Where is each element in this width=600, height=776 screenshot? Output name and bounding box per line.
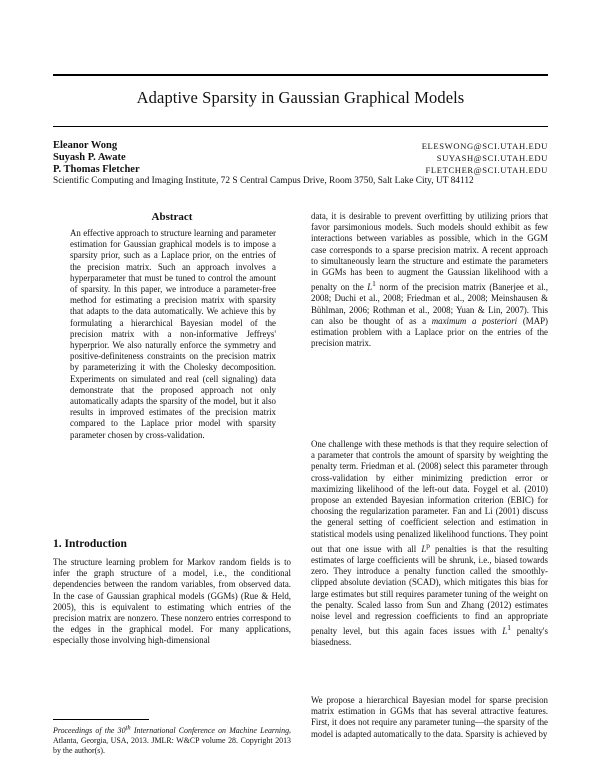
footnote (53, 723, 291, 756)
para2-text-a: One challenge with these methods is that they require selection of a parameter that controls the amount of sparsity by weighting the penalty term. Friedman et al. (2008) select this parameter through cross-validation by either minimizing prediction error or maximizing likelihood of the left-out data. Foygel et al. (2010) propose an extended Bayesian information criterion (EBIC) for choosing the regularization parameter. Fan and Li (2001) discuss the general setting of coefficient selection and estimation in statistical models using penalized likelihood functions. They point out that one issue with all (311, 439, 548, 554)
para2-math-l: L (421, 543, 427, 554)
introduction-body (53, 557, 291, 647)
footnote-conference: International Conference on Machine Learning (130, 725, 290, 735)
introduction-text: The structure learning problem for Markov random fields is to infer the graph structure of a model, i.e., the conditional dependencies between the random variables, from observed data. In the case of Gaussian graphical models (GGMs) (Rue & Held, 2005), this is equivalent to estimating which entries of the precision matrix are nonzero. These nonzero entries correspond to the edges in the graphical model. For many applications, especially those involving high-dimensional (53, 557, 291, 646)
para1-math-l: L (367, 282, 373, 293)
right-column-paragraph-1 (311, 211, 548, 349)
author-email-1: ELESWONG@SCI.UTAH.EDU (421, 141, 548, 151)
title-rule-bottom (53, 126, 548, 127)
section-heading-introduction: 1. Introduction (53, 538, 127, 550)
paper-title: Adaptive Sparsity in Gaussian Graphical Models (136, 88, 465, 107)
para2-math-sup: p (426, 540, 430, 550)
para3-text: We propose a hierarchical Bayesian model for sparse precision matrix estimation in GGMs that has several attractive features. First, it does not require any parameter tuning—the sparsity of the model is adapted automatically to the data. Sparsity is achieved by (311, 695, 548, 739)
title-rule-top (53, 74, 548, 76)
para2-text-b: penalties is that the resulting estimates of large coefficients will be shrunk, i.e., biased towards zero. They introduce a penalty function called the smoothly-clipped absolute deviation (SCAD), which mitigates this bias for large estimates but still requires parameter tuning of the weight on the penalty. Scaled lasso from Sun and Zhang (2012) estimates noise level and regression coefficients to find an appropriate penalty level, but this again faces issues with (311, 543, 548, 637)
footnote-rule (53, 719, 149, 720)
author-email-3: FLETCHER@SCI.UTAH.EDU (425, 165, 548, 175)
para1-text-c: (MAP) estimation problem with a Laplace prior on the entries of the precision matrix. (311, 315, 548, 349)
abstract-heading: Abstract (151, 211, 193, 223)
para2-text-c: penalty's biasedness. (311, 626, 548, 648)
para1-italic: maximum a posteriori (431, 315, 518, 326)
author-name-2: Suyash P. Awate (53, 152, 126, 163)
right-column-paragraph-2 (311, 439, 548, 649)
abstract-body (70, 228, 276, 441)
para1-text-b: norm of the precision matrix (Banerjee et al., 2008; Duchi et al., 2008; Friedman et al., 2008; Meinshausen & Bühlman, 2006; Rothman et al., 2008; Yuan & Lin, 2007). This can also be thought of as a (311, 282, 548, 326)
author-name-3: P. Thomas Fletcher (53, 164, 140, 175)
para1-math-sup: 1 (372, 279, 376, 289)
right-column-paragraph-3 (311, 695, 548, 740)
para1-text-a: data, it is desirable to prevent overfitting by utilizing priors that favor parsimonious models. Such models should exhibit as few interactions between variables as possible, which in the GGM case corresponds to a sparse precision matrix. A recent approach to simultaneously learn the structure and estimate the parameters in GGMs has been to augment the Gaussian likelihood with a penalty on the (311, 211, 548, 293)
para2-math-l2: L (502, 626, 508, 637)
author-email-2: SUYASH@SCI.UTAH.EDU (436, 153, 548, 163)
footnote-suffix: , Atlanta, Georgia, USA, 2013. JMLR: W&CP volume 28. Copyright 2013 by the author(s). (53, 725, 291, 755)
footnote-prefix: Proceedings of the 30 (53, 725, 126, 735)
abstract-text: An effective approach to structure learning and parameter estimation for Gaussian graphical models is to impose a sparsity prior, such as a Laplace prior, on the entries of the precision matrix. Such an approach involves a hyperparameter that must be tuned to control the amount of sparsity. In this paper, we introduce a parameter-free method for estimating a precision matrix with sparsity that adapts to the data automatically. We achieve this by formulating a hierarchical Bayesian model of the precision matrix with a non-informative Jeffreys' hyperprior. We also naturally enforce the symmetry and positive-definiteness constraints on the precision matrix by parameterizing it with the Cholesky decomposition. Experiments on simulated and real (cell signaling) data demonstrate that the proposed approach not only automatically adapts the sparsity of the model, but it also results in improved estimates of the precision matrix compared to the Laplace prior model with sparsity parameter chosen by cross-validation. (70, 228, 276, 440)
affiliation: Scientific Computing and Imaging Institute, 72 S Central Campus Drive, Room 3750, Salt Lake City, UT 84112 (53, 176, 474, 186)
para2-math-sup2: 1 (507, 623, 511, 633)
footnote-superscript: th (125, 724, 131, 731)
author-name-1: Eleanor Wong (53, 140, 118, 151)
